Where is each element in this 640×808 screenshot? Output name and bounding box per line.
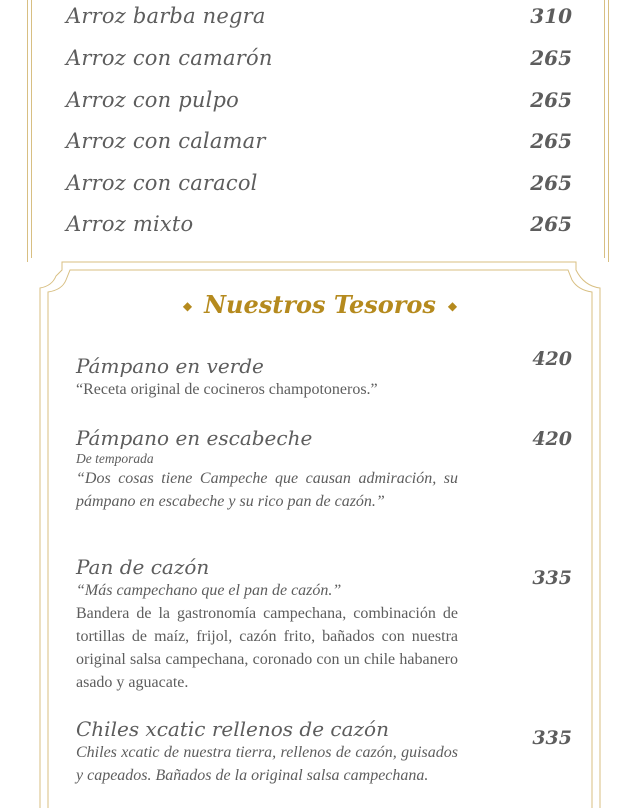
dish-name: Arroz barba negra	[66, 4, 266, 28]
dish-price: 310	[530, 4, 572, 28]
section-title-text: Nuestros Tesoros	[204, 290, 436, 319]
diamond-ornament-icon: ◆	[447, 299, 458, 313]
dish-name: Pámpano en escabeche	[76, 426, 313, 450]
dish-price: 265	[530, 46, 572, 70]
dish-price: 265	[530, 171, 572, 195]
rice-item	[66, 4, 572, 38]
dish-price: 420	[532, 348, 572, 370]
dish-quote: “Más campechano que el pan de cazón.”	[76, 582, 342, 599]
dish-name: Pámpano en verde	[76, 354, 264, 378]
dish-item	[76, 717, 572, 787]
dish-name: Arroz con camarón	[66, 46, 273, 70]
dish-price: 265	[530, 212, 572, 236]
dish-price: 265	[530, 88, 572, 112]
dish-name: Arroz con caracol	[66, 171, 258, 195]
dish-description: Chiles xcatic de nuestra tierra, rellenos de cazón, guisados y capeados. Bañados de la original salsa campechana.	[76, 744, 458, 784]
dish-price: 420	[532, 428, 572, 450]
rice-item	[66, 46, 572, 80]
dish-item	[76, 555, 572, 694]
dish-quote: “Receta original de cocineros champotoneros.”	[76, 381, 378, 398]
dish-item	[76, 426, 572, 513]
section-title	[0, 290, 640, 319]
diamond-ornament-icon: ◆	[182, 299, 193, 313]
rice-item	[66, 212, 572, 246]
rice-item	[66, 171, 572, 205]
rice-item	[66, 88, 572, 122]
dish-name: Pan de cazón	[76, 555, 210, 579]
dish-price: 265	[530, 129, 572, 153]
dish-price: 335	[532, 727, 572, 749]
dish-name: Arroz mixto	[66, 212, 194, 236]
dish-note: De temporada	[76, 451, 154, 466]
dish-price: 335	[532, 567, 572, 589]
dish-quote: “Dos cosas tiene Campeche que causan admiración, su pámpano en escabeche y su rico pan de cazón.”	[76, 470, 458, 510]
dish-name: Arroz con pulpo	[66, 88, 239, 112]
dish-name: Chiles xcatic rellenos de cazón	[76, 717, 389, 741]
dish-item	[76, 348, 572, 401]
dish-name: Arroz con calamar	[66, 129, 266, 153]
rice-item	[66, 129, 572, 163]
dish-description: Bandera de la gastronomía campechana, combinación de tortillas de maíz, frijol, cazón frito, bañados con nuestra original salsa campechana, coronado con un chile habanero asado y aguacate.	[76, 605, 458, 691]
